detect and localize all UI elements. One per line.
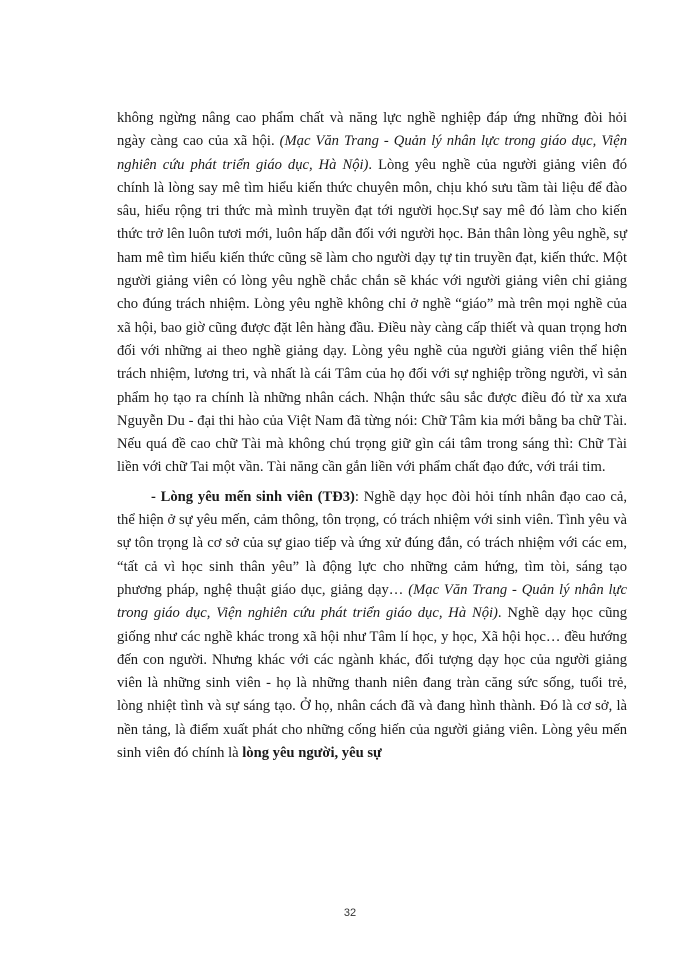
section-heading: - Lòng yêu mến sinh viên (TĐ3) <box>151 488 355 505</box>
citation: (Mạc Văn Trang - Quản lý nhân lực trong giáo dục, Viện nghiên cứu phát triển giáo dục, Hà Nội) <box>117 133 627 173</box>
paragraph-text: . Nghề dạy học cũng giống như các nghề khác trong xã hội như Tâm lí học, y học, Xã hội học… đều hướng đến con người. Nhưng khác với các ngành khác, đối tượng dạy học của người giảng viên là những sinh viên - họ là những thanh niên đang tràn căng sức sống, tuổi trẻ, lòng nhiệt tình và sự sáng tạo. Ở họ, nhân cách đã và đang hình thành. Đó là cơ sở, là nền tảng, là điểm xuất phát cho những cống hiến của người giảng viên. Lòng yêu mến sinh viên đó chính là <box>117 605 627 762</box>
paragraph-love-of-profession <box>117 107 627 480</box>
paragraph-text: . Lòng yêu nghề của người giảng viên đó chính là lòng say mê tìm hiểu kiến thức chuyên môn, chịu khó sưu tầm tài liệu để đào sâu, hiểu rộng tri thức mà mình truyền đạt tới người học.Sự say mê đó làm cho kiến thức trở lên luôn tươi mới, luôn hấp dẫn đối với người học. Bản thân lòng yêu nghề, sự ham mê tìm hiểu kiến thức cũng sẽ làm cho người dạy tự tin truyền đạt, kiến thức. Một người giảng viên có lòng yêu nghề chắc chắn sẽ khác với người giảng viên chỉ giảng cho đúng trách nhiệm. Lòng yêu nghề không chỉ ở nghề “giáo” mà trên mọi nghề của xã hội, bao giờ cũng được đặt lên hàng đầu. Điều này càng cấp thiết và quan trọng hơn đối với những ai theo nghề giảng dạy. Lòng yêu nghề của người giảng viên thể hiện trách nhiệm, lương tri, và nhất là cái Tâm của họ đối với sự nghiệp trồng người, vì sản phẩm họ tạo ra chính là những nhân cách. Nhận thức sâu sắc được điều đó từ xa xưa Nguyễn Du - đại thi hào của Việt Nam đã từng nói: Chữ Tâm kia mới bằng ba chữ Tài. Nếu quá đề cao chữ Tài mà không chú trọng giữ gìn cái tâm trong sáng thì: Chữ Tài liền với chữ Tai một vần. Tài năng cần gắn liền với phẩm chất đạo đức, với trái tim. <box>117 156 627 476</box>
page-number: 32 <box>343 907 357 919</box>
citation: (Mạc Văn Trang - Quản lý nhân lực trong giáo dục, Viện nghiên cứu phát triển giáo dục, Hà Nội) <box>117 581 627 622</box>
paragraph-text: : Nghề dạy học đòi hỏi tính nhân đạo cao cả, thể hiện ở sự yêu mến, cảm thông, tôn trọng, có trách nhiệm với sinh viên. Tình yêu và sự tôn trọng là cơ sở của sự giao tiếp và ứng xử đúng đắn, có trách nhiệm với các em, “tất cả vì học sinh thân yêu” là động lực cho những cảm hứng, tìm tòi, sáng tạo phương pháp, nghệ thuật giáo dục, giảng dạy… <box>117 488 627 598</box>
body-text <box>117 107 627 765</box>
paragraph-text: không ngừng nâng cao phẩm chất và năng lực nghề nghiệp đáp ứng những đòi hỏi ngày càng cao của xã hội. <box>117 110 627 150</box>
paragraph-love-of-students <box>117 486 627 766</box>
bold-phrase: lòng yêu người, yêu sự <box>242 745 382 762</box>
